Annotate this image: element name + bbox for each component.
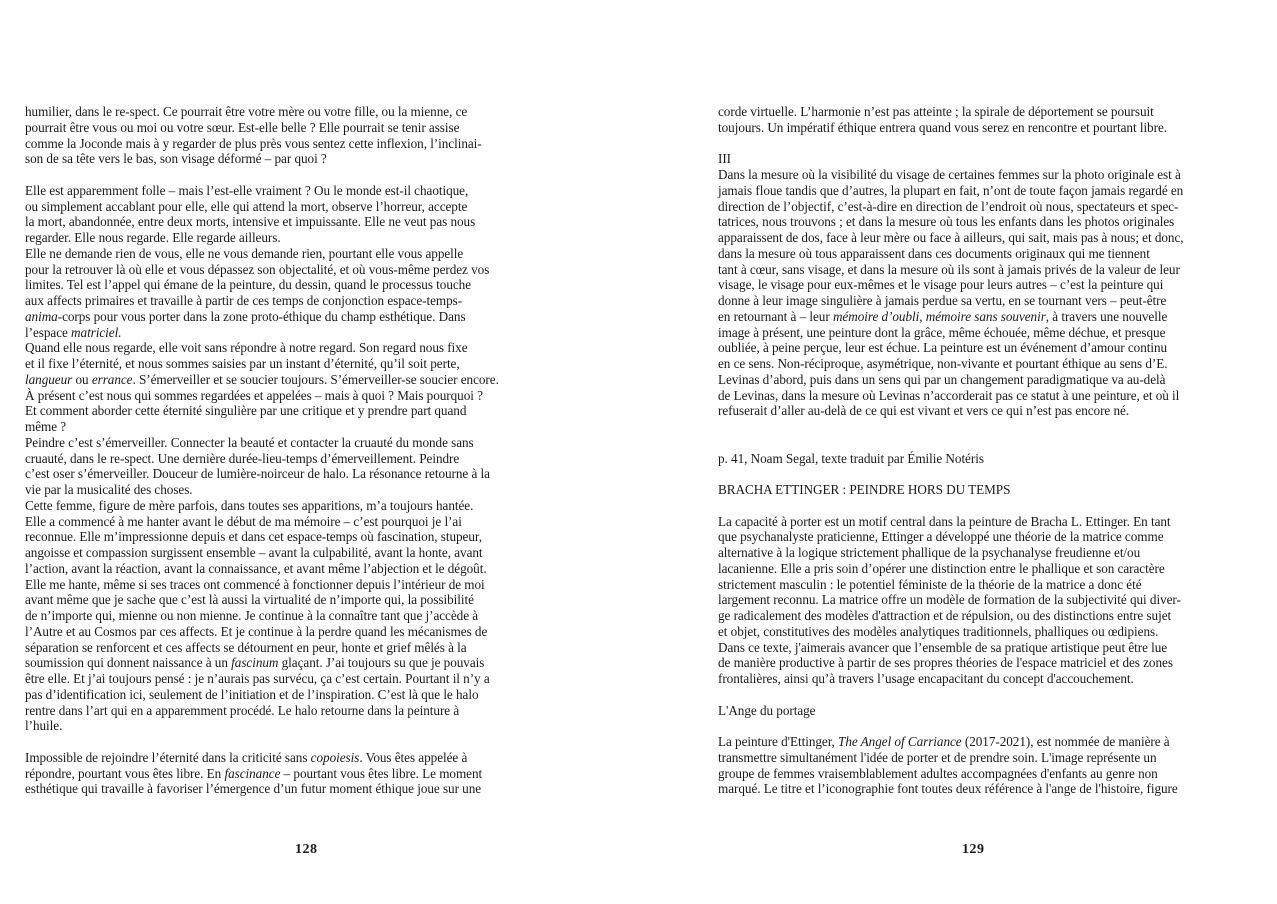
text-line: l’espace matriciel. (25, 324, 122, 340)
text-line: de manière productive à partir de ses propres théories de l'espace matriciel et des zones (718, 655, 1173, 671)
text-line: Et comment aborder cette éternité singulière par une critique et y prendre part quand (25, 403, 467, 419)
text-line: esthétique qui travaille à favoriser l’émergence d’un futur moment éthique joue sur une (25, 781, 482, 797)
text-line: L'Ange du portage (718, 702, 816, 718)
text-line: strictement masculin : le potentiel féministe de la théorie de la matrice a donc été (718, 576, 1142, 592)
italic-text: anima (25, 308, 58, 324)
blank-line (718, 136, 1238, 152)
italic-text: copoiesis (310, 749, 360, 765)
left-page-text (25, 104, 570, 797)
text-line: À présent c’est nous qui sommes regardées et appelées – mais à quoi ? Mais pourquoi ? (25, 387, 483, 403)
text-line: pourrait être vous ou moi ou votre sœur. Est-elle belle ? Elle pourrait se tenir assise (25, 119, 460, 135)
text-line: oubliée, à peine perçue, leur est échue. La peinture est un événement d’amour continu (718, 340, 1168, 356)
text-line: comme la Joconde mais à y regarder de plus près vous sentez cette inflexion, l’inclinai- (25, 135, 482, 151)
text-line: alternative à la logique strictement phallique de la psychanalyse freudienne et/ou (718, 545, 1141, 560)
text-line: avant même que je sache que c’est là aussi la virtualité de n’importe qui, la possibilité (25, 592, 474, 608)
text-line: être elle. Et j’ai toujours pensé : je n’aurais pas survécu, ça c’est certain. Pourtant il n’y a (25, 671, 490, 686)
text-line: pour la retrouver là où elle et vous dépassez son objectalité, et où vous-même perdez vos (25, 261, 490, 277)
text-line: ge radicalement des modèles d'attraction et de répulsion, ou des distinctions entre sujet (718, 608, 1172, 623)
text-line: La peinture d'Ettinger, The Angel of Carriance (2017-2021), est nommée de manière à (718, 734, 1170, 749)
text-line: Elle est apparemment folle – mais l’est-elle vraiment ? Ou le monde est-il chaotique, (25, 182, 469, 198)
text-line: en retournant à – leur mémoire d’oubli, mémoire sans souvenir, à travers une nouvelle (718, 308, 1168, 324)
text-line: refuserait d’aller au-delà de ce qui est vivant et vers ce qui n’est pas encore né. (718, 403, 1130, 419)
text-line: Peindre c’est s’émerveiller. Connecter la beauté et contacter la cruauté du monde sans (25, 434, 474, 450)
italic-text: mémoire d’oubli, mémoire sans souvenir (832, 308, 1046, 324)
text-line: regarder. Elle nous regarde. Elle regarde ailleurs. (25, 230, 281, 245)
text-line: image à présent, une peinture dont la grâce, même échouée, même déchue, et presque (718, 324, 1166, 340)
text-line: tatrices, nous trouvons ; et dans la mesure où tous les enfants dans les photos originales (718, 214, 1175, 230)
italic-text: fascinum (231, 655, 279, 671)
text-line: anima-corps pour vous porter dans la zone proto-éthique du champ esthétique. Dans (25, 308, 466, 324)
text-line: La capacité à porter est un motif central dans la peinture de Bracha L. Ettinger. En tant (718, 513, 1171, 529)
text-line: Impossible de rejoindre l’éternité dans la criticité sans copoiesis. Vous êtes appelée à (25, 749, 468, 765)
text-line: III (718, 151, 732, 167)
text-line: donne à leur image singulière à jamais perdue sa vertu, en se tournant vers – peut-être (718, 293, 1167, 308)
text-line: BRACHA ETTINGER : PEINDRE HORS DU TEMPS (718, 482, 1011, 497)
text-line: Elle me hante, même si ses traces ont commencé à fonctionner depuis l’intérieur de moi (25, 576, 485, 592)
page-number-right: 129 (962, 842, 985, 857)
text-line: ou simplement accablant pour elle, elle qui attend la mort, observe l’horreur, accepte (25, 198, 468, 214)
italic-text: langueur (25, 371, 73, 387)
italic-text: The Angel of Carriance (838, 734, 962, 749)
text-line: largement reconnu. La matrice offre un modèle de formation de la subjectivité qui diver- (718, 592, 1181, 608)
text-line: jamais floue tandis que d’autres, la plupart en fait, n’ont de toute façon jamais regardé en (718, 182, 1184, 198)
text-line: c’est oser s’émerveiller. Douceur de lumière-noirceur de halo. La résonance retourne à la (25, 466, 490, 482)
text-line: marqué. Le titre et l’iconographie font toutes deux référence à l'ange de l'histoire, figure (718, 781, 1178, 797)
text-line: cruauté, dans le re-spect. Une dernière durée-lieu-temps d’émerveillement. Peindre (25, 450, 460, 466)
text-line: Dans la mesure où la visibilité du visage de certaines femmes sur la photo originale est à (718, 167, 1181, 182)
text-line: Quand elle nous regarde, elle voit sans répondre à notre regard. Son regard nous fixe (25, 340, 468, 356)
page-number-left: 128 (295, 842, 318, 857)
text-line: angoisse et compassion surgissent ensemble – avant la culpabilité, avant la honte, avant (25, 545, 483, 560)
blank-line (718, 435, 1238, 451)
text-line: vie par la musicalité des choses. (25, 482, 193, 497)
text-line: de Levinas, dans la mesure où Levinas n’accorderait pas ce statut à une peinture, et où il (718, 387, 1180, 403)
text-line: Elle ne demande rien de vous, elle ne vous demande rien, pourtant elle vous appelle (25, 245, 464, 261)
blank-line (718, 498, 1238, 514)
text-line: p. 41, Noam Segal, texte traduit par Émilie Notéris (718, 450, 984, 466)
text-line: corde virtuelle. L’harmonie n’est pas atteinte ; la spirale de déportement se poursuit (718, 104, 1154, 119)
text-line: soumission qui donnent naissance à un fascinum glaçant. J’ai toujours su que je pouvais (25, 655, 485, 671)
text-line: visage, le visage pour eux-mêmes et le visage pour leurs autres – c’est la peinture qui (718, 277, 1164, 293)
italic-text: matriciel. (71, 324, 122, 340)
text-line: groupe de femmes vraisemblablement adultes accompagnées d'enfants au genre non (718, 765, 1158, 781)
blank-line (718, 419, 1238, 435)
text-line: langueur ou errance. S’émerveiller et se soucier toujours. S’émerveiller-se soucier encore. (25, 371, 499, 387)
blank-line (718, 687, 1238, 703)
text-line: séparation se renforcent et ces affects se détournent en peur, honte et grief mêlés à la (25, 639, 467, 655)
italic-text: errance (91, 371, 133, 387)
blank-line (25, 734, 570, 750)
text-line: son de sa tête vers le bas, son visage déformé – par quoi ? (25, 151, 327, 167)
text-line: transmettre simultanément l'idée de porter et de prendre soin. L'image représente un (718, 749, 1157, 765)
text-line: l’Autre et au Cosmos par ces affects. Et je continue à la perdre quand les mécanismes de (25, 623, 488, 639)
blank-line (25, 167, 570, 183)
text-line: apparaissent de dos, face à leur mère ou face à ailleurs, qui sait, mais pas à nous; et donc, (718, 230, 1184, 245)
text-line: dans la mesure où tous apparaissent dans ces documents originaux qui me tiennent (718, 245, 1150, 261)
text-line: reconnue. Elle m’impressionne depuis et dans cet espace-temps où fascination, stupeur, (25, 529, 482, 545)
text-line: en ce sens. Non-réciproque, asymétrique, non-vivante et pourtant éthique au sens d’E. (718, 356, 1168, 371)
italic-text: fascinance (224, 765, 281, 781)
text-line: l’action, avant la réaction, avant la connaissance, et avant même l’abjection et le dégoût. (25, 560, 487, 576)
text-line: répondre, pourtant vous êtes libre. En fascinance – pourtant vous êtes libre. Le moment (25, 765, 483, 781)
text-line: de n’importe qui, mienne ou non mienne. Je continue à la connaître tant que j’accède à (25, 608, 479, 623)
text-line: l’huile. (25, 718, 63, 734)
text-line: Cette femme, figure de mère parfois, dans toutes ses apparitions, m’a toujours hantée. (25, 497, 474, 513)
text-line: Levinas d’abord, puis dans un sens qui par un changement paradigmatique va au-delà (718, 371, 1166, 387)
text-line: Dans ce texte, j'aimerais avancer que l’ensemble de sa pratique artistique peut être lue (718, 639, 1168, 655)
blank-line (718, 466, 1238, 482)
right-page-text (718, 104, 1238, 797)
text-line: direction de l’objectif, c’est-à-dire en direction de l’endroit où nous, spectateurs et spec- (718, 198, 1179, 214)
text-line: même ? (25, 419, 67, 434)
text-line: que psychanalyste praticienne, Ettinger a développé une théorie de la matrice comme (718, 529, 1164, 545)
text-line: toujours. Un impératif éthique entrera quand vous serez en rencontre et pourtant libre. (718, 119, 1167, 135)
text-line: humilier, dans le re-spect. Ce pourrait être votre mère ou votre fille, ou la mienne, ce (25, 104, 468, 119)
text-line: limites. Tel est l’appel qui émane de la peinture, du dessin, quand le processus touche (25, 277, 472, 293)
text-line: tant à cœur, sans visage, et dans la mesure où ils sont à jamais privés de la valeur de leur (718, 261, 1180, 277)
text-line: et il fixe l’éternité, et nous sommes saisies par un instant d’éternité, qu’il soit perte, (25, 356, 460, 371)
text-line: frontalières, ainsi qu’à travers l’usage encapacitant du concept d'accouchement. (718, 671, 1134, 686)
text-line: pas d’identification ici, seulement de l’initiation et de l’inspiration. C’est là que le halo (25, 686, 479, 702)
text-line: lacanienne. Elle a pris soin d’opérer une distinction entre le phallique et son caractère (718, 560, 1165, 576)
text-line: et objet, constitutives des modèles analytiques traditionnels, phalliques ou œdipiens. (718, 623, 1159, 639)
blank-line (718, 718, 1238, 734)
text-line: aux affects primaires et travaille à partir de ces temps de conjonction espace-temps- (25, 293, 463, 308)
text-line: la mort, abandonnée, entre deux morts, intensive et impuissante. Elle ne veut pas nous (25, 214, 476, 230)
text-line: Elle a commencé à me hanter avant le début de ma mémoire – c’est pourquoi je l’ai (25, 513, 462, 529)
text-line: rentre dans l’art qui en a apparemment procédé. Le halo retourne dans la peinture à (25, 702, 460, 718)
